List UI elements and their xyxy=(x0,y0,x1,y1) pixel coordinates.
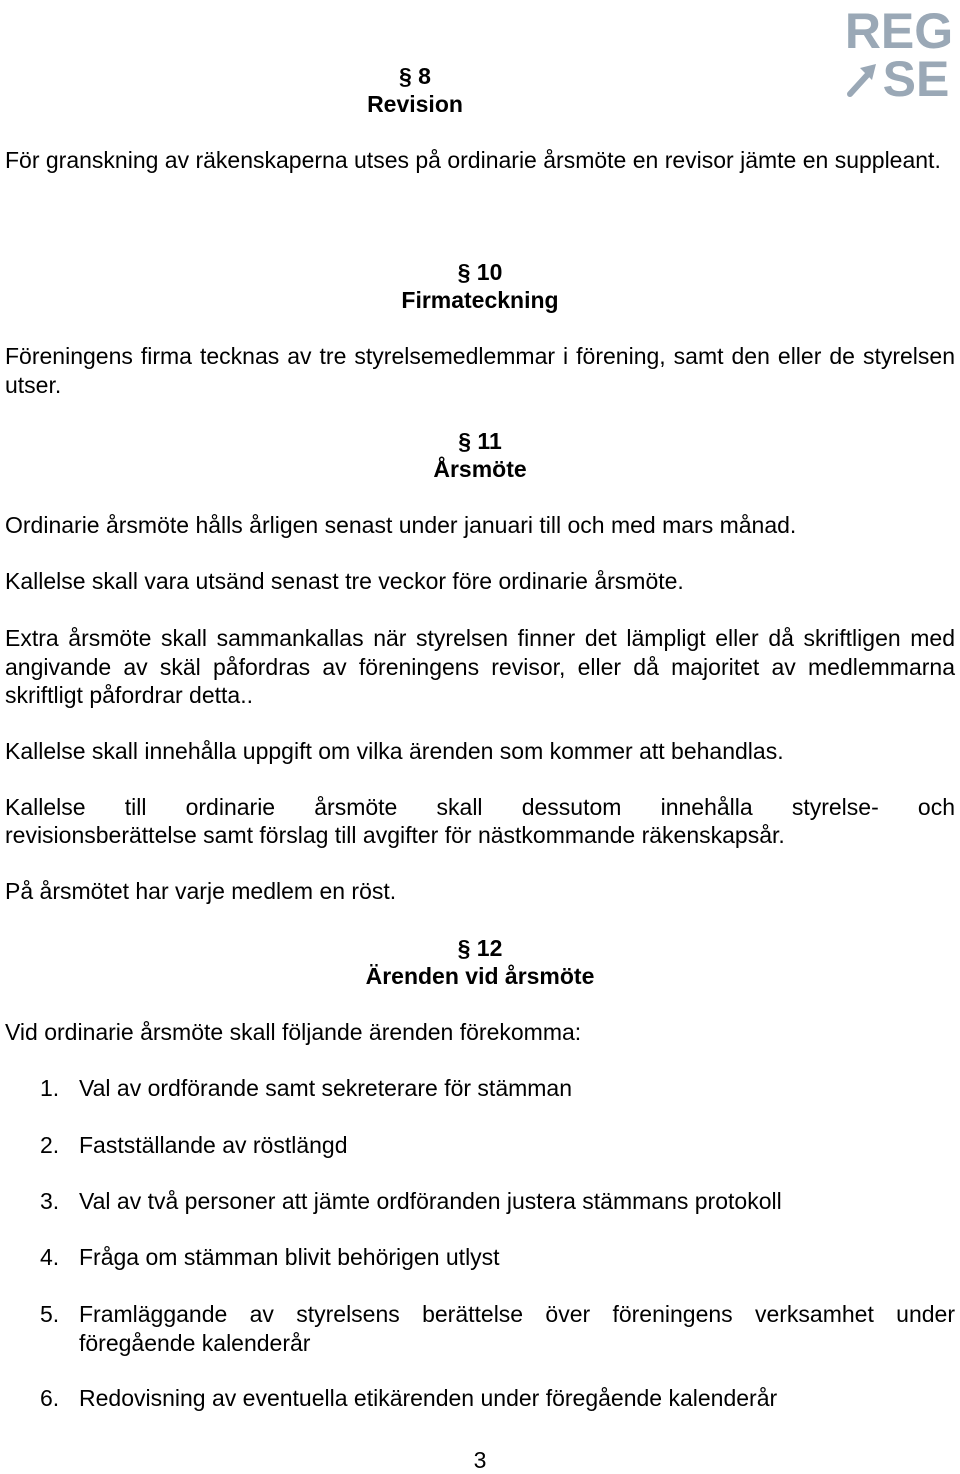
section-heading-12 xyxy=(330,934,630,990)
list-item-text: Val av ordförande samt sekreterare för stämman xyxy=(79,1075,573,1101)
paragraph-arsmote-3: Extra årsmöte skall sammankallas när styrelsen finner det lämpligt eller då skriftligen med angivande av skäl påfordras av föreningens revisor, eller då majoritet av medlemmarna skriftligt påfordrar detta.. xyxy=(5,625,955,708)
paragraph-revision: För granskning av räkenskaperna utses på ordinarie årsmöte en revisor jämte en suppleant. xyxy=(5,147,941,173)
section-heading-8 xyxy=(330,62,500,118)
list-item-text: Fastställande av röstlängd xyxy=(79,1132,348,1158)
section-number: § 12 xyxy=(457,935,503,961)
section-title: Ärenden vid årsmöte xyxy=(365,963,595,989)
list-item-text: Fråga om stämman blivit behörigen utlyst xyxy=(79,1244,500,1270)
list-item-text: Redovisning av eventuella etikärenden under föregående kalenderår xyxy=(79,1385,778,1411)
list-item-text: Val av två personer att jämte ordföranden justera stämmans protokoll xyxy=(79,1188,782,1214)
list-item-number: 4. xyxy=(40,1244,60,1270)
section-number: § 8 xyxy=(399,63,431,89)
paragraph-firmateckning: Föreningens firma tecknas av tre styrelsemedlemmar i förening, samt den eller de styrelsen utser. xyxy=(5,343,955,398)
list-item-number: 5. xyxy=(40,1301,60,1327)
list-item-number: 2. xyxy=(40,1132,60,1158)
logo-text-line1: REG xyxy=(844,4,954,59)
paragraph-arsmote-6: På årsmötet har varje medlem en röst. xyxy=(5,878,397,904)
arrow-icon xyxy=(850,64,876,94)
section-title: Årsmöte xyxy=(433,456,527,482)
section-number: § 11 xyxy=(458,428,502,454)
list-item-number: 6. xyxy=(40,1385,60,1411)
section-number: § 10 xyxy=(457,259,503,285)
page-number: 3 xyxy=(473,1447,487,1473)
regse-logo xyxy=(840,4,958,100)
section-heading-11 xyxy=(380,427,580,483)
paragraph-arsmote-5-line2: revisionsberättelse samt förslag till avgifter för nästkommande räkenskapsår. xyxy=(5,822,785,848)
paragraph-arenden-intro: Vid ordinarie årsmöte skall följande ärenden förekomma: xyxy=(5,1019,582,1045)
section-heading-10 xyxy=(380,258,580,314)
paragraph-arsmote-1: Ordinarie årsmöte hålls årligen senast under januari till och med mars månad. xyxy=(5,512,797,538)
list-item-number: 1. xyxy=(40,1075,60,1101)
paragraph-arsmote-4: Kallelse skall innehålla uppgift om vilka ärenden som kommer att behandlas. xyxy=(5,738,784,764)
logo-text-line2: SE xyxy=(882,51,950,100)
list-item-number: 3. xyxy=(40,1188,60,1214)
paragraph-arsmote-5-line1: Kallelse till ordinarie årsmöte skall dessutom innehålla styrelse- och xyxy=(5,794,955,820)
paragraph-arsmote-2: Kallelse skall vara utsänd senast tre veckor före ordinarie årsmöte. xyxy=(5,568,684,594)
section-title: Firmateckning xyxy=(401,287,559,313)
section-title: Revision xyxy=(367,91,463,117)
list-item-text: Framläggande av styrelsens berättelse över föreningens verksamhet under föregående kalenderår xyxy=(79,1301,955,1356)
